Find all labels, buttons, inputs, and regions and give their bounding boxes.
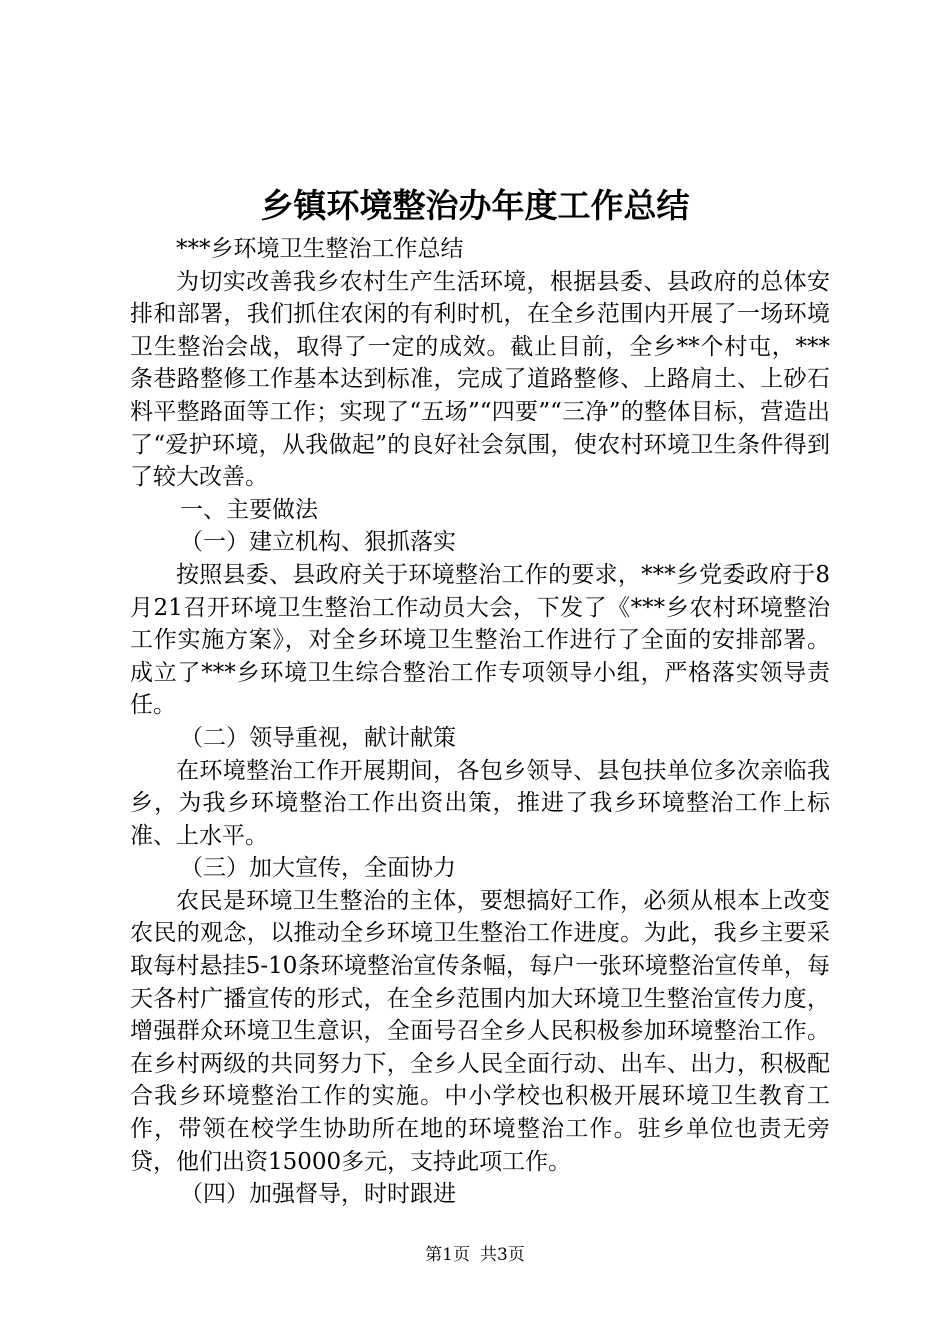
subtitle-paragraph: ***乡环境卫生整治工作总结: [176, 236, 464, 262]
subsection-1-paragraph: 按照县委、县政府关于环境整治工作的要求，***乡党委政府于8月21召开环境卫生整治工作动员大会，下发了《***乡农村环境整治工作实施方案》，对全乡环境卫生整治工作进行了全面的安排部署。成立了***乡环境卫生综合整治工作专项领导小组，严格落实领导责任。: [130, 561, 830, 719]
subsection-heading-1: （一）建立机构、狠抓落实: [180, 529, 456, 556]
subsection-3-paragraph: 农民是环境卫生整治的主体，要想搞好工作，必须从根本上改变农民的观念，以推动全乡环境卫生整治工作进度。为此，我乡主要采取每村悬挂5-10条环境整治宣传条幅，每户一张环境整治宣传单，每天各村广播宣传的形式，在全乡范围内加大环境卫生整治宣传力度，增强群众环境卫生意识，全面号召全乡人民积极参加环境整治工作。在乡村两级的共同努力下，全乡人民全面行动、出车、出力，积极配合我乡环境整治工作的实施。中小学校也积极开展环境卫生教育工作，带领在校学生协助所在地的环境整治工作。驻乡单位也责无旁贷，他们出资15000多元，支持此项工作。: [130, 887, 830, 1175]
subsection-heading-2: （二）领导重视，献计献策: [180, 724, 456, 751]
section-heading-main-practices: 一、主要做法: [180, 496, 318, 523]
page-footer: [0, 1243, 950, 1267]
document-body: [130, 233, 830, 1211]
page-total: 共3页: [480, 1245, 525, 1265]
subsection-heading-4: （四）加强督导，时时跟进: [180, 1181, 456, 1208]
page-number: 第1页: [425, 1245, 470, 1265]
subsection-heading-3: （三）加大宣传，全面协力: [180, 855, 456, 882]
document-title: 乡镇环境整治办年度工作总结: [260, 186, 690, 225]
intro-paragraph: 为切实改善我乡农村生产生活环境，根据县委、县政府的总体安排和部署，我们抓住农闲的有利时机，在全乡范围内开展了一场环境卫生整治会战，取得了一定的成效。截止目前，全乡**个村屯，***条巷路整修工作基本达到标准，完成了道路整修、上路肩土、上砂石料平整路面等工作；实现了“五场”“四要”“三净”的整体目标，营造出了“爱护环境，从我做起”的良好社会氛围，使农村环境卫生条件得到了较大改善。: [130, 268, 830, 491]
subsection-2-paragraph: 在环境整治工作开展期间，各包乡领导、县包扶单位多次亲临我乡，为我乡环境整治工作出资出策，推进了我乡环境整治工作上标准、上水平。: [130, 757, 830, 849]
